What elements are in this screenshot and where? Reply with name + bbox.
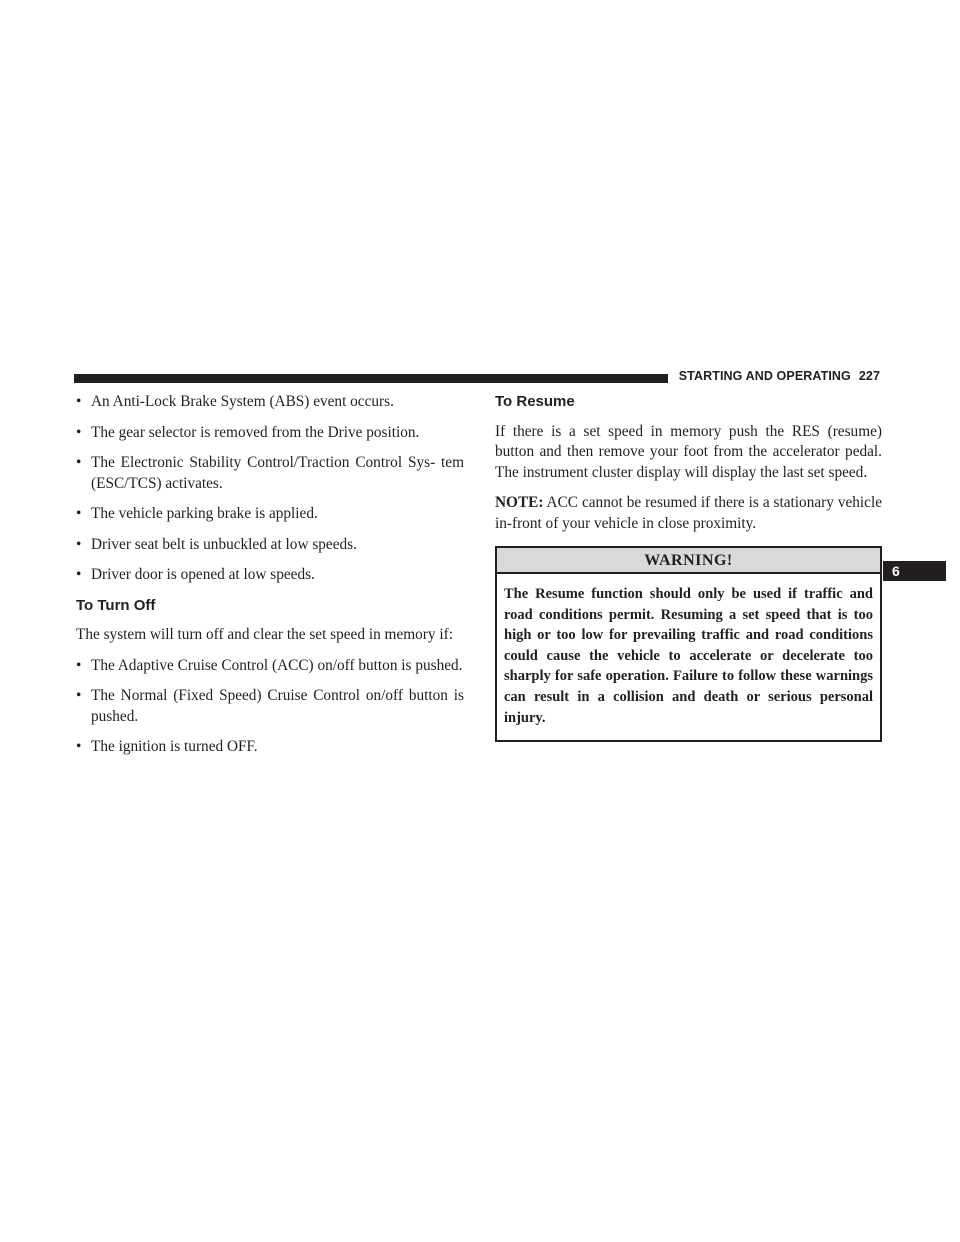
list-item-text: The Electronic Stability Control/Traction Control Sys- tem (ESC/TCS) activates. bbox=[91, 454, 464, 492]
list-item-text: Driver seat belt is unbuckled at low speeds. bbox=[91, 535, 357, 553]
bullet-glyph: • bbox=[76, 505, 82, 522]
list-item bbox=[76, 504, 464, 525]
bullet-glyph: • bbox=[76, 687, 82, 704]
chapter-tab bbox=[883, 561, 946, 581]
bullet-glyph: • bbox=[76, 656, 82, 674]
list-item bbox=[76, 453, 464, 494]
section-title: STARTING AND OPERATING bbox=[678, 369, 851, 383]
bullet-glyph: • bbox=[76, 738, 82, 755]
list-item bbox=[76, 686, 464, 727]
warning-body: The Resume function should only be used if traffic and road conditions permit. Resuming a set speed that is too high or too low for prevailing traffic and road conditions could cause the vehicle to accelerate or decelerate too sharply for safe operation. Failure to follow these warnings can result in a collision and death or serious personal injury. bbox=[504, 586, 873, 726]
list-item bbox=[76, 423, 464, 444]
list-item bbox=[76, 392, 464, 413]
section-heading-resume: To Resume bbox=[495, 393, 575, 410]
list-item-text: The gear selector is removed from the Drive position. bbox=[91, 423, 420, 441]
note-paragraph bbox=[495, 493, 882, 534]
list-item bbox=[76, 535, 464, 556]
turn-off-intro: The system will turn off and clear the set speed in memory if: bbox=[76, 626, 453, 643]
list-item bbox=[76, 656, 464, 677]
section-heading-turn-off: To Turn Off bbox=[76, 596, 156, 614]
warning-box bbox=[495, 546, 882, 742]
resume-paragraph: If there is a set speed in memory push the RES (resume) button and then remove your foot from the accelerator pedal. The instrument cluster display will display the last set speed. bbox=[495, 422, 882, 481]
list-item-text: The Normal (Fixed Speed) Cruise Control on/off button is pushed. bbox=[91, 687, 464, 725]
bullet-glyph: • bbox=[76, 423, 82, 441]
left-column bbox=[76, 392, 464, 768]
bullet-glyph: • bbox=[76, 566, 82, 583]
page-number: 227 bbox=[858, 369, 880, 383]
list-item-text: Driver door is opened at low speeds. bbox=[91, 566, 315, 583]
list-item-text: The ignition is turned OFF. bbox=[91, 738, 258, 755]
chapter-number: 6 bbox=[892, 563, 900, 579]
list-item-text: The vehicle parking brake is applied. bbox=[91, 505, 318, 522]
note-label: NOTE: bbox=[495, 494, 544, 511]
header-rule bbox=[74, 374, 668, 383]
list-item bbox=[76, 737, 464, 758]
bullet-glyph: • bbox=[76, 535, 82, 553]
bullet-glyph: • bbox=[76, 454, 82, 471]
bullet-glyph: • bbox=[76, 393, 82, 410]
list-item bbox=[76, 565, 464, 586]
list-item-text: The Adaptive Cruise Control (ACC) on/off button is pushed. bbox=[91, 656, 463, 674]
list-item-text: An Anti-Lock Brake System (ABS) event occurs. bbox=[91, 393, 394, 410]
running-header bbox=[679, 369, 880, 383]
right-column bbox=[495, 392, 882, 742]
note-text: ACC cannot be resumed if there is a stationary vehicle in-front of your vehicle in close proximity. bbox=[495, 494, 882, 532]
warning-title: WARNING! bbox=[497, 548, 880, 574]
